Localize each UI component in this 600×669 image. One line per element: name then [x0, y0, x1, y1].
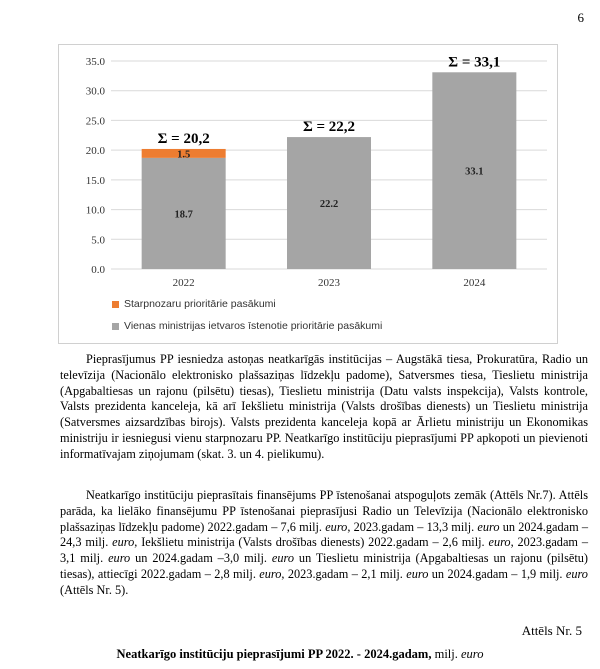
figure-title-unit: milj.	[431, 647, 461, 661]
paragraph-2	[60, 488, 588, 599]
x-tick-label-2024: 2024	[463, 277, 486, 289]
paragraph-2-text: Neatkarīgo institūciju pieprasītais finansējums PP īstenošanai atspoguļots zemāk (Attēls Nr.7). Attēls parāda, ka lielāko finansējumu PP īstenošanai pieprasījusi Radio un Televīzija (Nacionālo elektronisko plašsaziņas līdzekļu padome) 2022.gadam – 7,6 milj. euro, 2023.gadam – 13,3 milj. euro un 2024.gadam – 24,3 milj. euro, Iekšlietu ministrija (Valsts drošības dienests) 2022.gadam – 2,6 milj. euro, 2023.gadam – 3,1 milj. euro un 2024.gadam –3,0 milj. euro un Tieslietu ministrija (Apgabaltiesas un rajonu (pilsētu) tiesas), attiecīgi 2022.gadam – 2,8 milj. euro, 2023.gadam – 2,1 milj. euro un 2024.gadam – 1,9 milj. euro (Attēls Nr. 5).	[60, 488, 588, 597]
figure-title	[0, 647, 600, 662]
x-tick-label-2022: 2022	[172, 277, 195, 289]
y-tick-label-5: 25.0	[85, 115, 105, 128]
data-label-2022-series-0: 18.7	[174, 209, 193, 221]
paragraph-1-text: Pieprasījumus PP iesniedza astoņas neatkarīgās institūcijas – Augstākā tiesa, Prokuratūra, Radio un televīzija (Nacionālo elektronisko plašsaziņas līdzekļu padome), Satversmes tiesa, Tieslietu ministrija (Apgabaltiesas un rajonu (pilsētu) tiesas), Tieslietu ministrija (Datu valsts inspekcija), Valsts kontrole, Valsts prezidenta kanceleja, kā arī Iekšlietu ministrija (Valsts drošības dienests) un Tieslietu ministrija (Satversmes aizsardzības birojs). Valsts prezidenta kanceleja kopā ar Ārlietu ministriju un Ekonomikas ministriju ir iesniegusi vienu starpnozaru PP. Neatkarīgo institūciju pieprasījumi PP apkopoti un pievienoti informatīvajam ziņojumam (skat. 3. un 4. pielikumu).	[60, 352, 588, 461]
total-label-2023: Σ = 22,2	[302, 119, 356, 136]
figure-title-unit-italic: euro	[461, 647, 484, 661]
y-tick-label-0: 0.0	[91, 264, 105, 276]
total-label-2024: Σ = 33,1	[448, 54, 501, 71]
legend-swatch-gray	[112, 323, 119, 330]
legend-item-starpnozaru	[112, 296, 552, 312]
legend-item-vienas	[112, 318, 552, 334]
data-label-2023-series-0: 22.2	[319, 199, 339, 211]
y-tick-label-7: 35.0	[85, 56, 105, 68]
legend-label-vienas: Vienas ministrijas ietvaros īstenotie prioritārie pasākumi	[124, 320, 383, 332]
legend-swatch-orange	[112, 301, 119, 308]
x-tick-label-2023: 2023	[318, 277, 340, 289]
y-tick-label-3: 15.0	[85, 174, 105, 187]
y-tick-label-4: 20.0	[85, 145, 105, 158]
figure-label: Attēls Nr. 5	[521, 623, 582, 638]
figure-title-bold: Neatkarīgo institūciju pieprasījumi PP 2022. - 2024.gadam,	[116, 647, 432, 661]
chart-legend	[112, 296, 552, 334]
y-tick-label-2: 10.0	[85, 204, 105, 217]
total-label-2022: Σ = 20,2	[157, 130, 210, 147]
data-label-2022-series-1: 1.5	[177, 149, 191, 161]
page-number: 6	[577, 10, 584, 25]
legend-label-starpnozaru: Starpnozaru prioritārie pasākumi	[124, 298, 276, 310]
paragraph-1	[60, 352, 588, 463]
data-label-2024-series-0: 33.1	[465, 166, 484, 178]
y-tick-label-1: 5.0	[91, 234, 105, 247]
y-tick-label-6: 30.0	[85, 85, 105, 98]
